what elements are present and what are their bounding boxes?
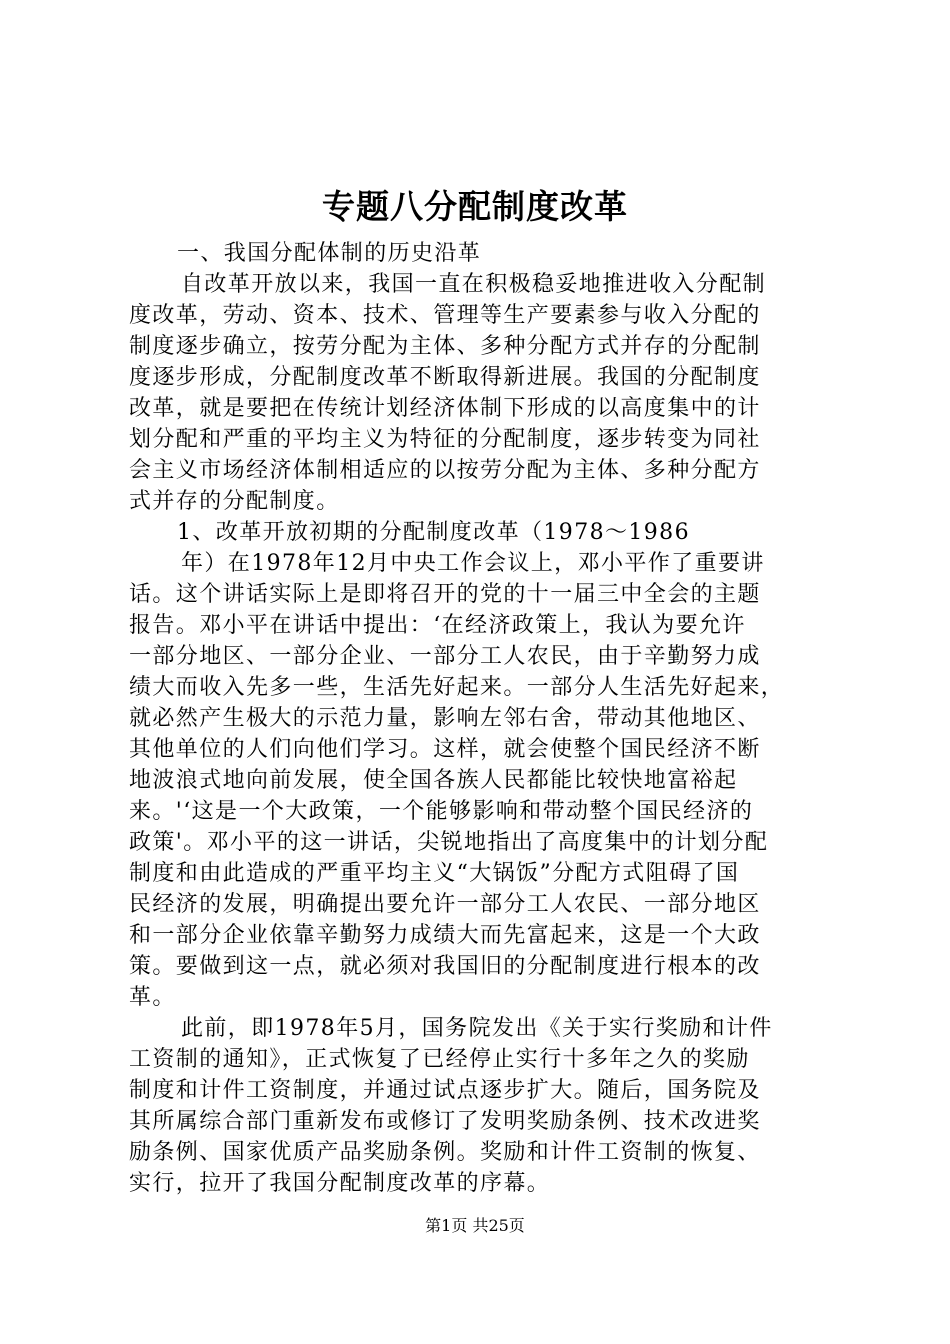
text-line: 地波浪式地向前发展，使全国各族人民都能比较快地富裕起 <box>129 768 738 793</box>
text-line: 民经济的发展，明确提出要允许一部分工人农民、一部分地区 <box>129 892 761 917</box>
text-line: 和一部分企业依靠辛勤努力成绩大而先富起来，这是一个大政 <box>129 923 761 948</box>
text-line: 此前，即1978年5月，国务院发出《关于实行奖励和计件 <box>181 1016 773 1041</box>
text-line: 会主义市场经济体制相适应的以按劳分配为主体、多种分配方 <box>129 458 761 483</box>
text-line: 来。'‘这是一个大政策，一个能够影响和带动整个国民经济的 <box>129 799 754 824</box>
document-body <box>129 238 829 1199</box>
text-line: 划分配和严重的平均主义为特征的分配制度，逐步转变为同社 <box>129 427 761 452</box>
document-title: 专题八分配制度改革 <box>322 187 628 226</box>
text-line: 就必然产生极大的示范力量，影响左邻右舍，带动其他地区、 <box>129 706 761 731</box>
text-line: 绩大而收入先多一些，生活先好起来。一部分人生活先好起来， <box>129 675 785 700</box>
text-line: 度逐步形成，分配制度改革不断取得新进展。我国的分配制度 <box>129 365 761 390</box>
text-line: 话。这个讲话实际上是即将召开的党的十一届三中全会的主题 <box>129 582 761 607</box>
text-line: 一、我国分配体制的历史沿革 <box>177 241 482 266</box>
text-line: 1、改革开放初期的分配制度改革（1978～1986 <box>177 520 690 545</box>
text-line: 制度和由此造成的严重平均主义“大锅饭”分配方式阻碍了国 <box>129 861 740 886</box>
text-line: 其所属综合部门重新发布或修订了发明奖励条例、技术改进奖 <box>129 1109 761 1134</box>
text-line: 一部分地区、一部分企业、一部分工人农民，由于辛勤努力成 <box>129 644 761 669</box>
text-line: 政策'。邓小平的这一讲话，尖锐地指出了高度集中的计划分配 <box>129 830 769 855</box>
text-line: 改革，就是要把在传统计划经济体制下形成的以高度集中的计 <box>129 396 761 421</box>
text-line: 年）在1978年12月中央工作会议上，邓小平作了重要讲 <box>181 551 765 576</box>
text-line: 策。要做到这一点，就必须对我国旧的分配制度进行根本的改 <box>129 954 761 979</box>
text-line: 工资制的通知》，正式恢复了已经停止实行十多年之久的奖励 <box>129 1047 750 1072</box>
text-line: 制度和计件工资制度，并通过试点逐步扩大。随后，国务院及 <box>129 1078 761 1103</box>
text-line: 革。 <box>129 985 176 1010</box>
text-line: 其他单位的人们向他们学习。这样，就会使整个国民经济不断 <box>129 737 761 762</box>
text-line: 度改革，劳动、资本、技术、管理等生产要素参与收入分配的 <box>129 303 761 328</box>
text-line: 实行，拉开了我国分配制度改革的序幕。 <box>129 1171 551 1196</box>
page-footer: 第1页 共25页 <box>425 1216 525 1235</box>
text-line: 励条例、国家优质产品奖励条例。奖励和计件工资制的恢复、 <box>129 1140 761 1165</box>
text-line: 自改革开放以来，我国一直在积极稳妥地推进收入分配制 <box>181 272 767 297</box>
text-line: 制度逐步确立，按劳分配为主体、多种分配方式并存的分配制 <box>129 334 761 359</box>
text-line: 式并存的分配制度。 <box>129 489 340 514</box>
text-line: 报告。邓小平在讲话中提出：‘在经济政策上，我认为要允许 <box>129 613 746 638</box>
